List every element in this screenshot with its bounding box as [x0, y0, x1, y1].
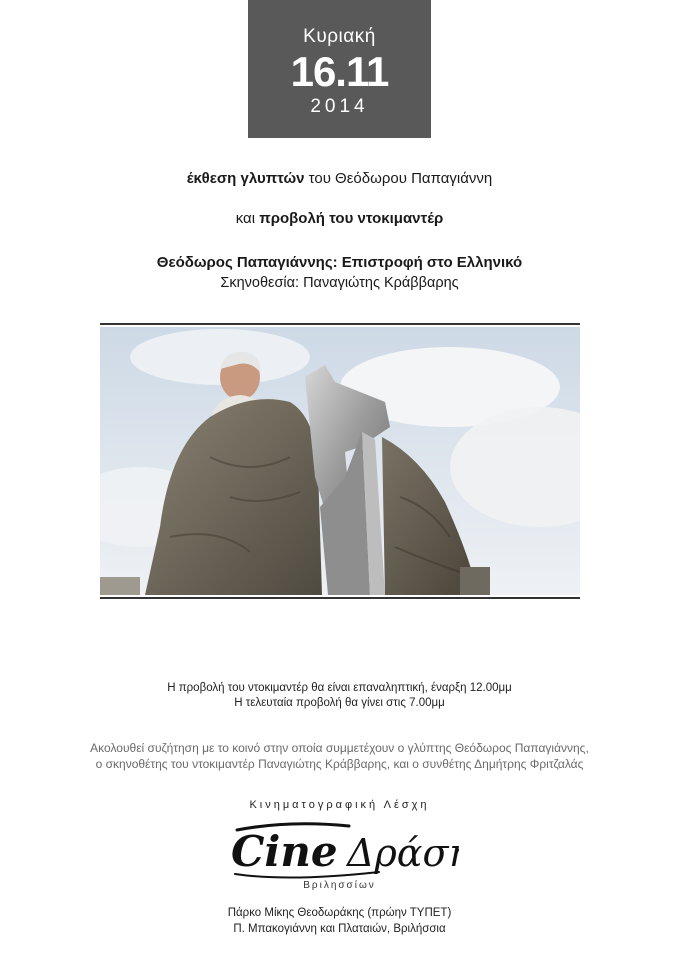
discussion-line: ο σκηνοθέτης του ντοκιμαντέρ Παναγιώτης Κράββαρης, και ο συνθέτης Δημήτρης Φριτζαλάς — [95, 757, 584, 771]
screening-prefix: και — [235, 210, 260, 227]
film-title: Θεόδωρος Παπαγιάννης: Επιστροφή στο Ελληνικό — [156, 254, 523, 271]
date-box — [248, 0, 431, 138]
screening-schedule-line: Η προβολή του ντοκιμαντέρ θα είναι επαναληπτική, έναρξη 12.00μμ — [167, 682, 512, 694]
film-director: Σκηνοθεσία: Παναγιώτης Κράββαρης — [220, 275, 459, 291]
screening-line — [0, 210, 679, 227]
exhibition-label: έκθεση γλυπτών — [186, 170, 305, 187]
divider — [100, 597, 580, 599]
documentary-still-photo — [100, 327, 580, 595]
venue-address: Π. Μπακογιάννη και Πλαταιών, Βριλήσσια — [233, 923, 446, 935]
logo-greek-text: Δράση — [347, 831, 459, 875]
date-day-month: 16.11 — [290, 48, 389, 95]
venue-line: Πάρκο Μίκης Θεοδωράκης (πρώην ΤΥΠΕΤ) — [227, 907, 452, 919]
discussion-line: Ακολουθεί συζήτηση με το κοινό στην οποία συμμετέχουν ο γλύπτης Θεόδωρος Παπαγιάννης, — [90, 741, 589, 755]
logo-latin-text: Cine — [231, 827, 338, 876]
exhibition-artist: του Θεόδωρου Παπαγιάννη — [304, 170, 493, 187]
divider — [100, 323, 580, 325]
organizer-title: Κινηματογραφική Λέσχη — [249, 799, 430, 811]
last-screening-line: Η τελευταία προβολή θα γίνει στις 7.00μμ — [234, 697, 445, 709]
date-day: Κυριακή — [303, 26, 376, 47]
date-year: 2014 — [310, 96, 369, 117]
screening-label: προβολή του ντοκιμαντέρ — [259, 210, 444, 227]
organizer-location: Βριλησσίων — [303, 880, 376, 891]
cine-drasi-logo — [229, 812, 459, 884]
exhibition-line — [0, 170, 679, 187]
